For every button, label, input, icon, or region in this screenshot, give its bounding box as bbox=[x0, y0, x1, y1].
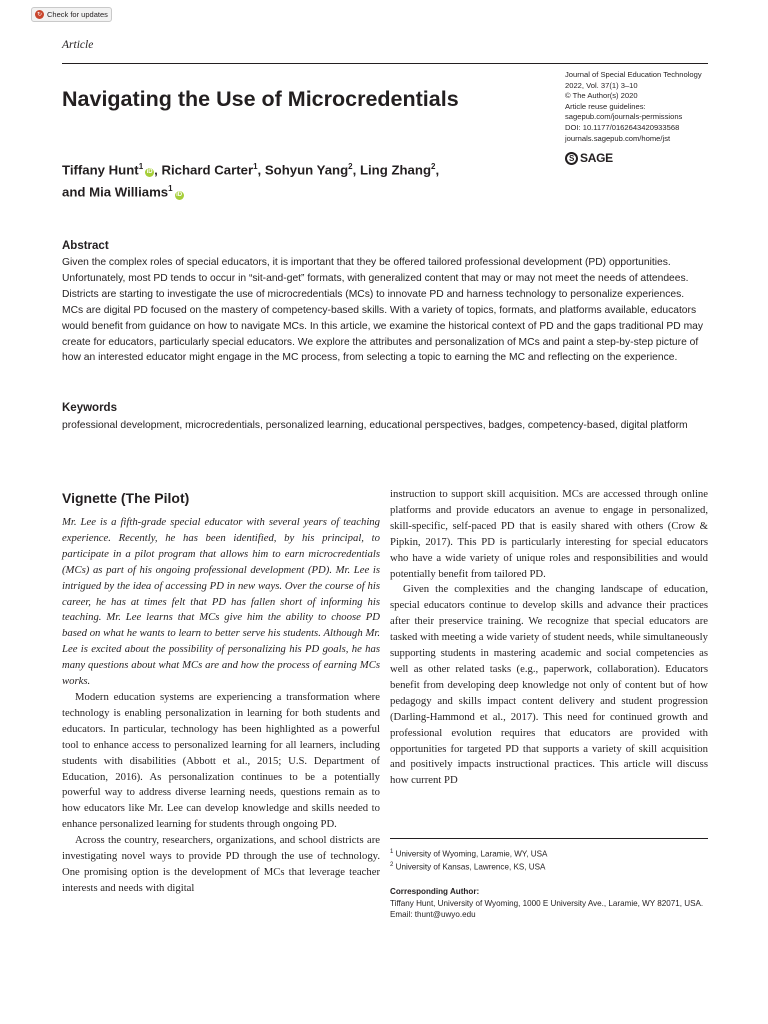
author-separator: , bbox=[435, 162, 440, 178]
affiliation-mark: 1 bbox=[168, 184, 173, 194]
orcid-icon[interactable]: iD bbox=[176, 191, 183, 198]
affiliation-mark: 2 bbox=[431, 162, 436, 171]
header-rule bbox=[62, 63, 708, 64]
author-name[interactable]: , Ling Zhang bbox=[352, 162, 432, 178]
affiliation-item bbox=[390, 847, 708, 860]
author-name[interactable]: and Mia Williams bbox=[62, 184, 169, 200]
reuse-label: Article reuse guidelines: bbox=[565, 101, 646, 111]
journal-volume: 2022, Vol. 37(1) 3–10 bbox=[565, 80, 638, 90]
corresponding-heading: Corresponding Author: bbox=[390, 887, 480, 896]
journal-meta bbox=[565, 70, 725, 144]
corresponding-email[interactable]: Email: thunt@uwyo.edu bbox=[390, 910, 476, 919]
journal-name: Journal of Special Education Technology bbox=[565, 70, 702, 79]
body-paragraph: Across the country, researchers, organizations, and school districts are investigating novel ways to provide PD through the use of technology. One promising option is the development of MCs that leverage teacher interests and needs with digital bbox=[62, 834, 380, 894]
affiliation-mark: 1 bbox=[390, 849, 394, 855]
doi-link[interactable]: DOI: 10.1177/0162643420933568 bbox=[565, 122, 680, 132]
author-list bbox=[62, 157, 522, 202]
sage-logo-icon: S bbox=[565, 152, 578, 165]
corresponding-address: Tiffany Hunt, University of Wyoming, 1000 E University Ave., Laramie, WY 82071, USA. bbox=[390, 898, 704, 908]
affiliation-mark: 2 bbox=[390, 862, 394, 869]
affiliation-text: University of Wyoming, Laramie, WY, USA bbox=[395, 849, 548, 859]
copyright: © The Author(s) 2020 bbox=[565, 91, 638, 101]
affiliation-text: University of Kansas, Lawrence, KS, USA bbox=[395, 862, 546, 872]
abstract-text: Given the complex roles of special educators, it is important that they be offered tailored professional development (PD) opportunities. Unfortunately, most PD tends to occur in “sit-and-get” formats, with generalized content that may or may not meet the needs of attendees. Districts are starting to investigate the use of microcredentials (MCs) to innovate PD and harness technology to personalize experiences. MCs are digital PD focused on the mastery of competency-based skills. With a variety of topics, formats, and platforms available, educators would benefit from guidance on how to navigate MCs. In this article, we examine the historical context of PD and the gaps traditional PD may create for educators, particularly special educators. We explore the attributes and personalization of MCs and paint a step-by-step picture of how an interested educator might engage in the MC process, from selecting a topic to earning the MC and reflecting on the experience. bbox=[62, 257, 704, 364]
section-heading: Vignette (The Pilot) bbox=[62, 490, 190, 506]
affiliation-mark: 1 bbox=[253, 162, 258, 171]
right-column bbox=[390, 487, 708, 789]
author-name[interactable]: Tiffany Hunt bbox=[62, 162, 139, 178]
author-name[interactable]: , Sohyun Yang bbox=[257, 162, 349, 178]
update-icon: ↻ bbox=[36, 12, 43, 18]
abstract-heading: Abstract bbox=[62, 240, 109, 252]
publisher-logo bbox=[565, 151, 613, 165]
section-label: Article bbox=[62, 39, 94, 51]
affiliation-mark: 1 bbox=[138, 162, 144, 171]
corresponding-author bbox=[390, 886, 708, 921]
publisher-name: SAGE bbox=[580, 151, 613, 165]
check-for-updates-label: Check for updates bbox=[47, 10, 108, 19]
body-paragraph: instruction to support skill acquisition. MCs are accessed through online platforms and provide educators an avenue to engage in personalized, skill-specific, self-paced PD that is easily shared with others (Crow & Pipkin, 2017). This PD is particularly interesting for special educators who have a wide variety of unique roles and responsibilities and would potentially benefit from tailored PD. bbox=[390, 488, 708, 580]
affiliation-item bbox=[390, 860, 708, 873]
body-paragraph: Given the complexities and the changing landscape of education, special educators continue to develop skills and advance their practices after their preservice training. We recognize that special educators are tasked with meeting a wide variety of student needs, while simultaneously supporting students in mastering academic and social competencies as well as other related tasks (e.g., paperwork, collaboration). Educators benefit from developing deep knowledge not only of content but of how pedagogy and skills impact content delivery and student progression (Darling-Hammond et al., 2017). This need for continued growth and professional evolution requires that educators are provided with opportunities for targeted PD that supports a variety of skill acquisition and positively impacts instructional practices. This article will discuss how current PD bbox=[390, 583, 708, 787]
check-for-updates-badge[interactable] bbox=[31, 7, 112, 22]
body-paragraph: Modern education systems are experiencing a transformation where technology is enabling personalization in learning for both students and educators. In particular, technology has been highlighted as a powerful tool to enhance access to personalized learning for all learners, including students with disabilities (Abbott et al., 2015; U.S. Department of Education, 2016). As personalization continues to be a potentially powerful way to address diverse learning needs, questions remain as to how educators like Mr. Lee can develop knowledge and skills needed to enhance personalized learning for students through ongoing PD. bbox=[62, 690, 380, 831]
permissions-link[interactable]: sagepub.com/journals-permissions bbox=[565, 112, 683, 122]
keywords-heading: Keywords bbox=[62, 402, 117, 414]
orcid-icon[interactable]: iD bbox=[146, 169, 153, 176]
vignette-paragraph: Mr. Lee is a fifth-grade special educator with several years of teaching experience. Recently, he has been identified, by his principal, to participate in a pilot program that allows him to earn microcredentials (MCs) as part of his ongoing professional development (PD). Mr. Lee is intrigued by the idea of accessing PD in new ways. Over the course of his career, he has at times felt that PD has fallen short of informing his teaching. Mr. Lee learns that MCs give him the ability to choose PD based on what he wants to learn to better serve his students. Although Mr. Lee is excited about the possibility of personalizing his PD goals, he has many questions about what MCs are and how the process of earning MCs works. bbox=[62, 516, 380, 688]
journal-home-link[interactable]: journals.sagepub.com/home/jst bbox=[565, 133, 671, 143]
keywords-text: professional development, microcredentials, personalized learning, educational perspectives, badges, competency-based, digital platform bbox=[62, 420, 688, 431]
footnote-rule bbox=[390, 838, 708, 839]
article-title: Navigating the Use of Microcredentials bbox=[62, 87, 459, 111]
affiliations bbox=[390, 847, 708, 873]
author-name[interactable]: , Richard Carter bbox=[154, 162, 254, 178]
left-column bbox=[62, 515, 380, 897]
affiliation-mark: 2 bbox=[348, 162, 353, 171]
